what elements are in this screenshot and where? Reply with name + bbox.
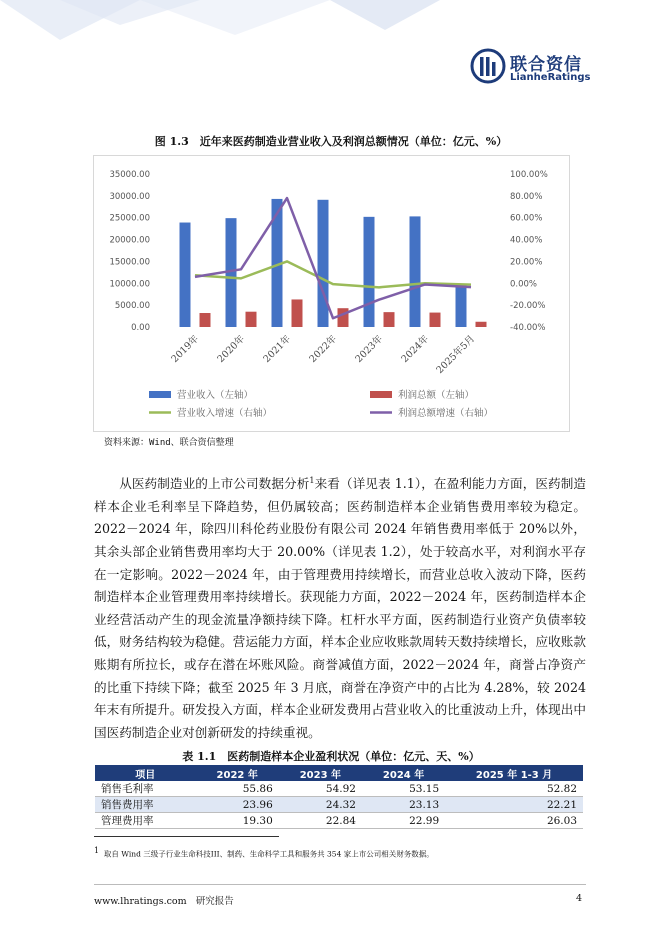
right-axis-tick: 60.00% (510, 213, 543, 224)
right-axis-tick: 100.00% (510, 170, 548, 180)
left-axis-tick: 20000.00 (109, 235, 150, 246)
legend-label: 营业收入（左轴） (177, 390, 254, 401)
legend-swatch (370, 391, 392, 398)
right-axis-tick: 80.00% (510, 191, 543, 202)
table-header: 2023 年 (279, 765, 362, 781)
table-title: 表 1.1 医药制造样本企业盈利状况（单位：亿元、天、%） (182, 750, 480, 763)
table-cell: 54.92 (279, 781, 362, 797)
left-axis-tick: 15000.00 (109, 257, 150, 268)
right-axis-tick: 20.00% (510, 257, 543, 268)
body-paragraph (94, 470, 586, 744)
paragraph-part2: 来看（详见表 1.1），在盈利能力方面，医药制造样本企业毛利率呈下降趋势，但仍属较高；医药制造样本企业销售费用率较为稳定。2022－2024 年，除四川科伦药业股份有限公司 2024 年销售费用率低于 20%以外，其余头部企业销售费用率均大于 20.00%（详见表 1.2），处于较高水平，对利润水平存在一定影响。2022－2024 年，由于管理费用持续增长，而营业总收入波动下降，医药制造样本企业管理费用率持续增长。获现能力方面，2022－2024 年，医药制造样本企业经营活动产生的现金流量净额持续下降。杠杆水平方面，医药制造行业资产负债率较低，财务结构较为稳健。营运能力方面，样本企业应收账款周转天数持续增长，应收账款账期有所拉长，或存在潜在坏账风险。商誉减值方面，2022－2024 年，商誉占净资产的比重下持续下降；截至 2025 年 3 月底，商誉在净资产中的占比为 4.28%，较 2024 年末有所提升。研发投入方面，样本企业研发费用占营业收入的比重波动上升，体现出中国医药制造企业对创新研发的持续重视。 (94, 476, 587, 740)
table-cell: 23.96 (196, 797, 279, 813)
right-axis-tick: 0.00% (510, 279, 538, 290)
table-header: 2025 年 1-3 月 (445, 765, 583, 781)
legend-swatch (149, 391, 171, 398)
bar-profit (200, 313, 211, 327)
footnote (94, 846, 434, 860)
category-label: 2022年 (307, 333, 340, 365)
table-row (95, 813, 583, 829)
logo-cn: 联合资信 (510, 55, 582, 75)
table-cell: 52.82 (445, 781, 583, 797)
bar-revenue (364, 217, 375, 327)
chart-container (93, 155, 570, 432)
table-cell: 23.13 (362, 797, 445, 813)
bar-profit (246, 312, 257, 327)
left-axis-tick: 30000.00 (109, 191, 150, 202)
footer-label: 研究报告 (195, 896, 234, 907)
left-axis-tick: 0.00 (131, 323, 150, 333)
table-row (95, 781, 583, 797)
footnote-ref[interactable]: 1 (309, 476, 315, 485)
bar-revenue (180, 223, 191, 327)
table-cell: 22.84 (279, 813, 362, 829)
category-label: 2020年 (215, 333, 248, 365)
table-header-row (95, 765, 583, 781)
page-number: 4 (576, 893, 583, 904)
legend-label: 利润总额（左轴） (398, 390, 475, 401)
bar-profit (476, 322, 487, 327)
category-label: 2024年 (399, 333, 432, 365)
footnote-text: 取自 Wind 三级子行业生命科技III、制药、生命科学工具和服务共 354 家上市公司相关财务数据。 (103, 849, 434, 859)
right-axis-tick: -40.00% (510, 323, 546, 333)
bar-profit (384, 312, 395, 327)
category-label: 2021年 (261, 333, 294, 365)
legend-label: 利润总额增速（右轴） (398, 408, 494, 419)
footer-website[interactable]: www.lhratings.com (94, 896, 187, 907)
source-note: 资料来源：Wind、联合资信整理 (104, 438, 234, 448)
left-axis-tick: 25000.00 (109, 213, 150, 224)
category-label: 2023年 (353, 333, 386, 365)
left-axis-tick: 10000.00 (109, 279, 150, 290)
bar-revenue (456, 285, 467, 327)
table-cell: 53.15 (362, 781, 445, 797)
table-cell: 22.21 (445, 797, 583, 813)
table-cell: 19.30 (196, 813, 279, 829)
table-cell: 销售毛利率 (95, 781, 196, 797)
bar-profit (338, 308, 349, 327)
company-logo (470, 48, 600, 88)
footer-left (94, 893, 234, 907)
bar-profit (292, 299, 303, 327)
table-header: 2022 年 (196, 765, 279, 781)
right-axis-tick: 40.00% (510, 235, 543, 246)
left-axis-tick: 35000.00 (109, 170, 150, 180)
legend-label: 营业收入增速（右轴） (177, 408, 273, 419)
profit-table (95, 765, 583, 829)
right-axis-tick: -20.00% (510, 301, 546, 312)
bar-revenue (410, 216, 421, 327)
footer-divider (94, 884, 586, 885)
footnote-divider (94, 836, 279, 837)
table-cell: 管理费用率 (95, 813, 196, 829)
table-cell: 24.32 (279, 797, 362, 813)
table-header: 2024 年 (362, 765, 445, 781)
table-cell: 22.99 (362, 813, 445, 829)
table-cell: 55.86 (196, 781, 279, 797)
figure-title: 图 1.3 近年来医药制造业营业收入及利润总额情况（单位：亿元、%） (154, 135, 508, 148)
left-axis-tick: 5000.00 (114, 301, 150, 312)
table-row (95, 797, 583, 813)
category-label: 2025年5月 (434, 333, 478, 376)
paragraph-part1: 从医药制造业的上市公司数据分析 (119, 476, 310, 492)
category-label: 2019年 (169, 333, 202, 365)
logo-icon (470, 48, 506, 84)
footnote-mark: 1 (94, 846, 100, 855)
table-cell: 26.03 (445, 813, 583, 829)
table-cell: 销售费用率 (95, 797, 196, 813)
table-header: 项目 (95, 765, 196, 781)
bar-revenue (318, 200, 329, 327)
logo-en: LianheRatings (510, 72, 591, 83)
chart (94, 156, 569, 431)
bar-profit (430, 313, 441, 327)
